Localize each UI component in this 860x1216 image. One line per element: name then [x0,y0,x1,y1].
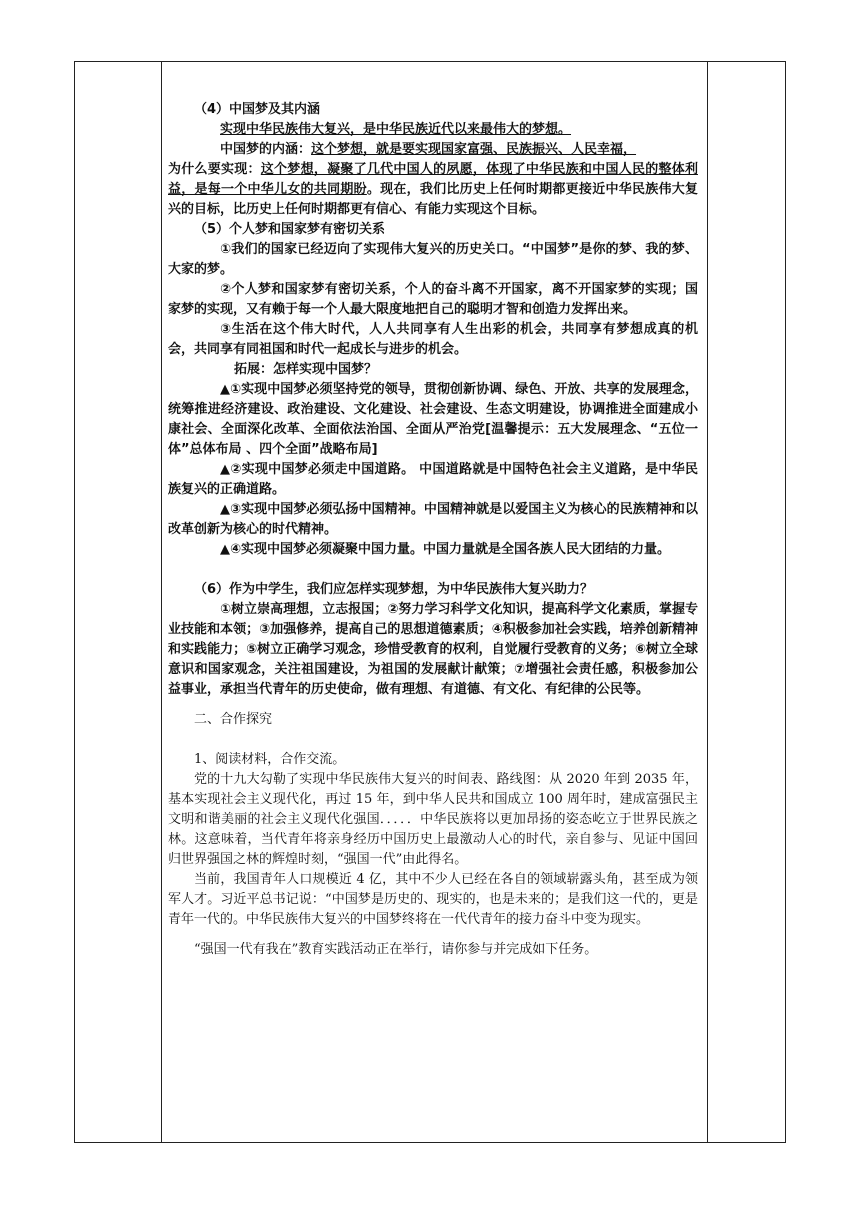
meaning-text: 这个梦想，就是要实现国家富强、民族振兴、人民幸福， [311,142,637,157]
column-divider-right [707,62,708,1142]
part-2-subheading: 1、阅读材料，合作交流。 [194,752,346,767]
extension-heading: 拓展：怎样实现中国梦？ [234,362,378,377]
section-4-why [168,160,698,220]
section-6-body: ①树立崇高理想，立志报国；②努力学习科学文化知识，提高科学文化素质，掌握专业技能和本领；③加强修养，提高自己的思想道德素质；④积极参加社会实践，培养创新精神和实践能力；⑤树立正确学习观念，珍惜受教育的权利，自觉履行受教育的义务；⑥树立全球意识和国家观念，关注祖国建设，为祖国的发展献计献策；⑦增强社会责任感，积极参加公益事业，承担当代青年的历史使命，做有理想、有道德、有文化、有纪律的公民等。 [168,602,698,697]
extension-item-2: ▲②实现中国梦必须走中国道路。 中国道路就是中国特色社会主义道路，是中华民族复兴的正确道路。 [168,462,698,497]
task-instruction: “强国一代有我在”教育实践活动正在举行，请你参与并完成如下任务。 [194,942,598,957]
section-6-heading: （6）作为中学生，我们应怎样实现梦想，为中华民族伟大复兴助力？ [194,582,594,597]
reading-paragraph-1: 党的十九大勾勒了实现中华民族伟大复兴的时间表、路线图：从 2020 年到 2035 年，基本实现社会主义现代化，再过 15 年，到中华人民共和国成立 100 周年时，建成富强民主文明和谐美丽的社会主义现代化强国．．．．．中华民族将以更加昂扬的姿态屹立于世界民族之林。这意味着，当代青年将亲身经历中国历史上最激动人心的时代，亲自参与、见证中国回归世界强国之林的辉煌时刻，“强国一代”由此得名。 [168,772,698,867]
extension-item-4: ▲④实现中国梦必须凝聚中国力量。中国力量就是全国各族人民大团结的力量。 [220,542,671,557]
extension-item-3: ▲③实现中国梦必须弘扬中国精神。中国精神就是以爱国主义为核心的民族精神和以改革创新为核心的时代精神。 [168,502,698,537]
section-5-item-1: ①我们的国家已经迈向了实现伟大复兴的历史关口。“中国梦”是你的梦、我的梦、大家的梦。 [168,242,698,277]
why-text-rest: 。现在，我们比历史上任何时期都更接近中华民族伟大复兴的目标，比历史上任何时期都更有信心、有能力实现这个目标。 [168,182,698,217]
extension-item-1: ▲①实现中国梦必须坚持党的领导，贯彻创新协调、绿色、开放、共享的发展理念，统筹推进经济建设、政治建设、文化建设、社会建设、生态文明建设，协调推进全面建成小康社会、全面深化改革、全面依法治国、全面从严治党[温馨提示：五大发展理念、“五位一体”总体布局 、四个全面”战略布局] [168,382,698,457]
reading-paragraph-2: 当前，我国青年人口规模近 4 亿，其中不少人已经在各自的领域崭露头角，甚至成为领军人才。习近平总书记说：“中国梦是历史的、现实的，也是未来的；是我们这一代的，更是青年一代的。中华民族伟大复兴的中国梦终将在一代代青年的接力奋斗中变为现实。 [168,872,698,927]
table-content-cell [168,100,698,960]
meaning-label: 中国梦的内涵： [220,142,312,157]
why-text-underlined: 这个梦想，凝聚了几代中国人的夙愿，体现了中华民族和中国人民的整体利益，是每一个中华儿女的共同期盼 [168,162,698,197]
why-label: 为什么要实现： [168,162,261,177]
section-5-item-2: ②个人梦和国家梦有密切关系，个人的奋斗离不开国家，离不开国家梦的实现；国家梦的实现，又有赖于每一个人最大限度地把自己的聪明才智和创造力发挥出来。 [168,282,698,317]
section-4-heading: （4）中国梦及其内涵 [194,102,321,117]
section-4-meaning [168,140,698,160]
column-divider-left [161,62,162,1142]
section-4-line1: 实现中华民族伟大复兴，是中华民族近代以来最伟大的梦想。 [220,122,572,137]
section-5-item-3: ③生活在这个伟大时代，人人共同享有人生出彩的机会，共同享有梦想成真的机会，共同享有同祖国和时代一起成长与进步的机会。 [168,322,698,357]
section-5-heading: （5）个人梦和国家梦有密切关系 [194,222,386,237]
part-2-heading: 二、合作探究 [194,712,273,727]
